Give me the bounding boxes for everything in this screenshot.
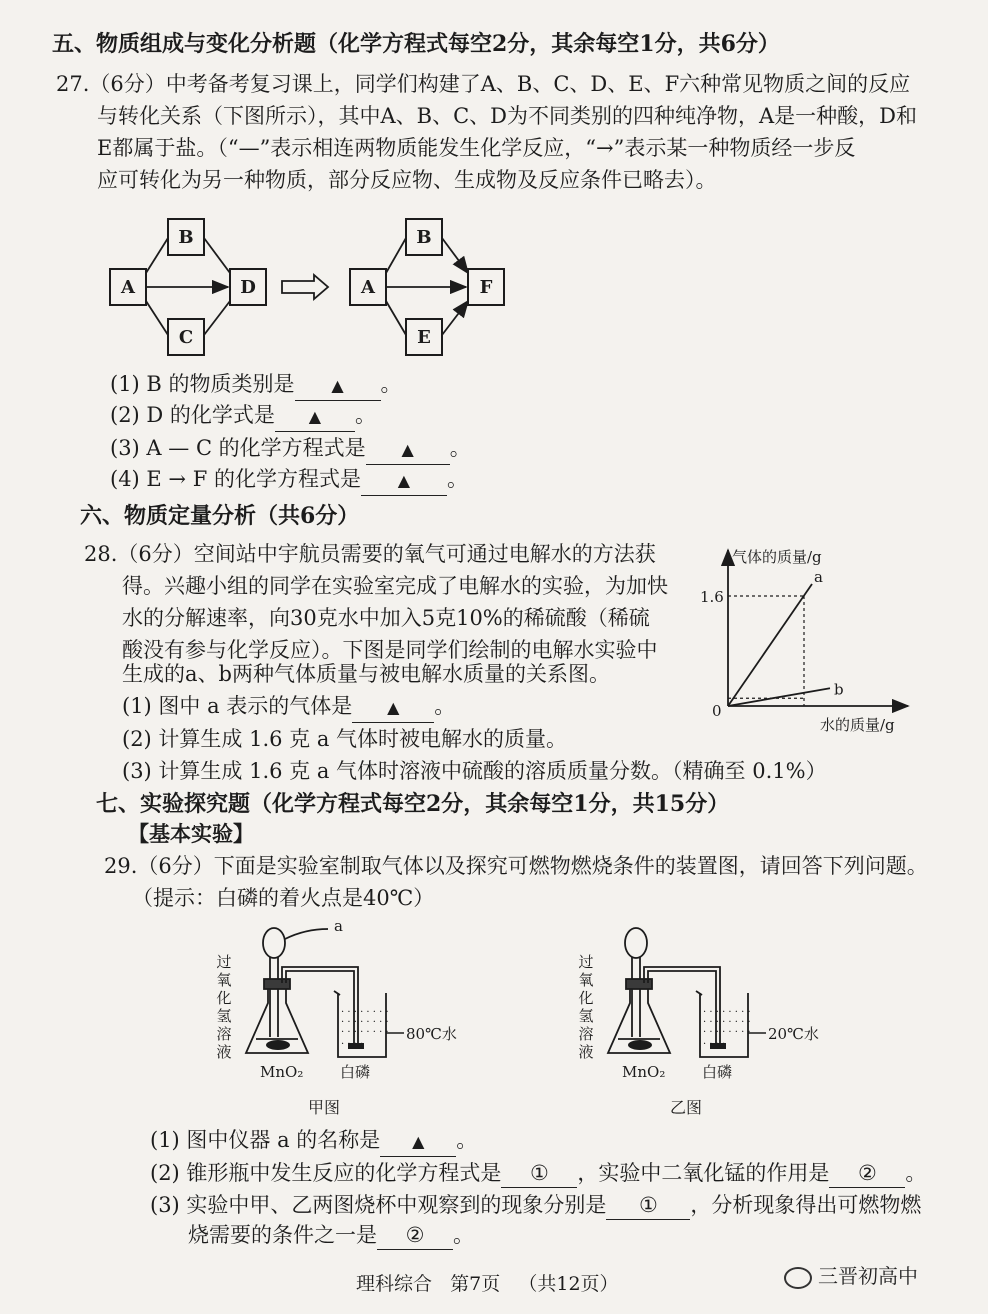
- q28-intro-line: 生成的a、b两种气体质量与被电解水质量的关系图。: [122, 662, 610, 686]
- q28-intro-line: 酸没有参与化学反应）。下图是同学们绘制的电解水实验中: [122, 638, 658, 662]
- pointer-line: [285, 929, 328, 939]
- section-5-title: 五、物质组成与变化分析题（化学方程式每空2分，其余每空1分，共6分）: [52, 31, 780, 57]
- q27-intro-line: 与转化关系（下图所示），其中A、B、C、D为不同类别的四种纯净物，A是一种酸，D和: [97, 104, 918, 128]
- q27-part-3: (3) A — C 的化学方程式是 ▲ 。: [110, 434, 471, 465]
- reagent-label-right: [578, 953, 593, 1061]
- apparatus-figure: [200, 915, 840, 1125]
- reagent-label-left: [216, 953, 231, 1061]
- node-label: B: [178, 227, 194, 248]
- series-b-line: [728, 688, 830, 706]
- svg-text:化: 化: [216, 989, 232, 1007]
- answer-blank[interactable]: ▲: [352, 692, 434, 723]
- svg-text:· · · · · · · ·: · · · · · · · ·: [341, 1027, 389, 1038]
- svg-text:氢: 氢: [578, 1007, 594, 1025]
- svg-text:· · · ·: · · · ·: [341, 1039, 364, 1050]
- q27-intro-line: 27.（6分）中考备考复习课上，同学们构建了A、B、C、D、E、F六种常见物质之间的反应: [56, 72, 911, 96]
- watermark: 三晋初高中: [784, 1262, 918, 1290]
- node-label: A: [121, 277, 135, 298]
- svg-text:· · · · · · · ·: · · · · · · · ·: [703, 1027, 751, 1038]
- series-a-label: a: [814, 568, 823, 586]
- node-label: B: [416, 227, 432, 248]
- q27-intro-line: E都属于盐。（“—”表示相连两物质能发生化学反应，“→”表示某一种物质经一步反: [97, 136, 856, 160]
- water-pattern: [703, 1007, 751, 1050]
- section-6-title: 六、物质定量分析（共6分）: [80, 503, 360, 529]
- svg-text:液: 液: [216, 1043, 232, 1061]
- water-pattern: [341, 1007, 389, 1050]
- node-label: F: [479, 277, 493, 298]
- svg-text:溶: 溶: [216, 1025, 232, 1043]
- svg-text:过: 过: [578, 953, 594, 971]
- label-cold-water: 20℃水: [768, 1025, 819, 1043]
- q28-intro-line: 水的分解速率，向30克水中加入5克10%的稀硫酸（稀硫: [122, 606, 650, 630]
- wechat-icon: [784, 1267, 812, 1289]
- section-7-title: 七、实验探究题（化学方程式每空2分，其余每空1分，共15分）: [96, 791, 730, 817]
- answer-blank[interactable]: ②: [829, 1159, 905, 1188]
- q27-part-2: (2) D 的化学式是 ▲ 。: [110, 401, 376, 432]
- answer-blank[interactable]: ▲: [366, 434, 450, 465]
- tick-label-max: 1.6: [700, 588, 724, 606]
- q27-intro-line: 应可转化为另一种物质，部分反应物、生成物及反应条件已略去）。: [97, 168, 717, 192]
- tick-label-zero: 0: [712, 702, 722, 720]
- page-footer: 理科综合 第7页 （共12页）: [356, 1273, 619, 1295]
- funnel-bulb: [625, 928, 647, 958]
- caption-left: 甲图: [308, 1098, 341, 1117]
- q29-part-3-cont: 烧需要的条件之一是 ② 。: [188, 1221, 474, 1250]
- mno2-powder: [266, 1040, 290, 1050]
- series-a-line: [728, 584, 812, 706]
- q29-part-2: (2) 锥形瓶中发生反应的化学方程式是 ① ，实验中二氧化锰的作用是 ② 。: [150, 1159, 926, 1188]
- svg-text:溶: 溶: [578, 1025, 594, 1043]
- caption-right: 乙图: [670, 1098, 703, 1117]
- answer-blank[interactable]: ▲: [275, 401, 355, 432]
- answer-blank[interactable]: ▲: [361, 465, 447, 496]
- node-label: E: [417, 327, 431, 348]
- x-axis-label: 水的质量/g: [820, 716, 895, 734]
- label-phosphorus: 白磷: [702, 1063, 733, 1081]
- series-b-label: b: [834, 680, 844, 699]
- q29-hint: （提示：白磷的着火点是40℃）: [132, 886, 435, 910]
- svg-text:· · · · · · · ·: · · · · · · · ·: [703, 1017, 751, 1028]
- gas-mass-chart: [690, 540, 940, 740]
- q28-intro-line: 得。兴趣小组的同学在实验室完成了电解水的实验，为加快: [122, 574, 668, 598]
- answer-blank[interactable]: ①: [606, 1191, 690, 1220]
- section-7-subtitle: 【基本实验】: [128, 821, 254, 846]
- q29-part-3: (3) 实验中甲、乙两图烧杯中观察到的现象分别是 ① ，分析现象得出可燃物燃: [150, 1191, 921, 1220]
- svg-text:过: 过: [216, 953, 232, 971]
- answer-blank[interactable]: ▲: [380, 1126, 456, 1157]
- reaction-diagram: [100, 205, 520, 365]
- answer-blank[interactable]: ①: [501, 1159, 577, 1188]
- q28-part-1: (1) 图中 a 表示的气体是 ▲ 。: [122, 692, 455, 723]
- funnel-bulb: [263, 928, 285, 958]
- mno2-powder: [628, 1040, 652, 1050]
- svg-text:氧: 氧: [216, 971, 232, 989]
- q27-part-1: (1) B 的物质类别是 ▲ 。: [110, 370, 402, 401]
- node-label: A: [361, 277, 375, 298]
- q28-intro-line: 28.（6分）空间站中宇航员需要的氧气可通过电解水的方法获: [84, 542, 656, 566]
- label-mno2: MnO₂: [622, 1063, 666, 1081]
- node-label: C: [178, 327, 194, 348]
- q28-part-3: (3) 计算生成 1.6 克 a 气体时溶液中硫酸的溶质质量分数。（精确至 0.1%）: [122, 759, 827, 783]
- q29-intro: 29.（6分）下面是实验室制取气体以及探究可燃物燃烧条件的装置图，请回答下列问题。: [104, 854, 928, 878]
- svg-text:· · · · · · · ·: · · · · · · · ·: [341, 1007, 389, 1018]
- y-axis-label: 气体的质量/g: [732, 548, 822, 566]
- label-phosphorus: 白磷: [340, 1063, 371, 1081]
- answer-blank[interactable]: ▲: [295, 370, 381, 401]
- svg-text:氢: 氢: [216, 1007, 232, 1025]
- label-mno2: MnO₂: [260, 1063, 304, 1081]
- node-label: D: [240, 277, 256, 298]
- q27-part-4: (4) E → F 的化学方程式是 ▲ 。: [110, 465, 468, 496]
- label-a: a: [334, 917, 343, 935]
- q29-part-1: (1) 图中仪器 a 的名称是 ▲ 。: [150, 1126, 477, 1157]
- svg-text:· · · · · · · ·: · · · · · · · ·: [341, 1017, 389, 1028]
- answer-blank[interactable]: ②: [377, 1221, 453, 1250]
- svg-text:液: 液: [578, 1043, 594, 1061]
- svg-text:· · · · · · · ·: · · · · · · · ·: [703, 1007, 751, 1018]
- label-hot-water: 80℃水: [406, 1025, 457, 1043]
- svg-text:· · · ·: · · · ·: [703, 1039, 726, 1050]
- q28-part-2: (2) 计算生成 1.6 克 a 气体时被电解水的质量。: [122, 727, 568, 751]
- svg-text:化: 化: [578, 989, 594, 1007]
- svg-text:氧: 氧: [578, 971, 594, 989]
